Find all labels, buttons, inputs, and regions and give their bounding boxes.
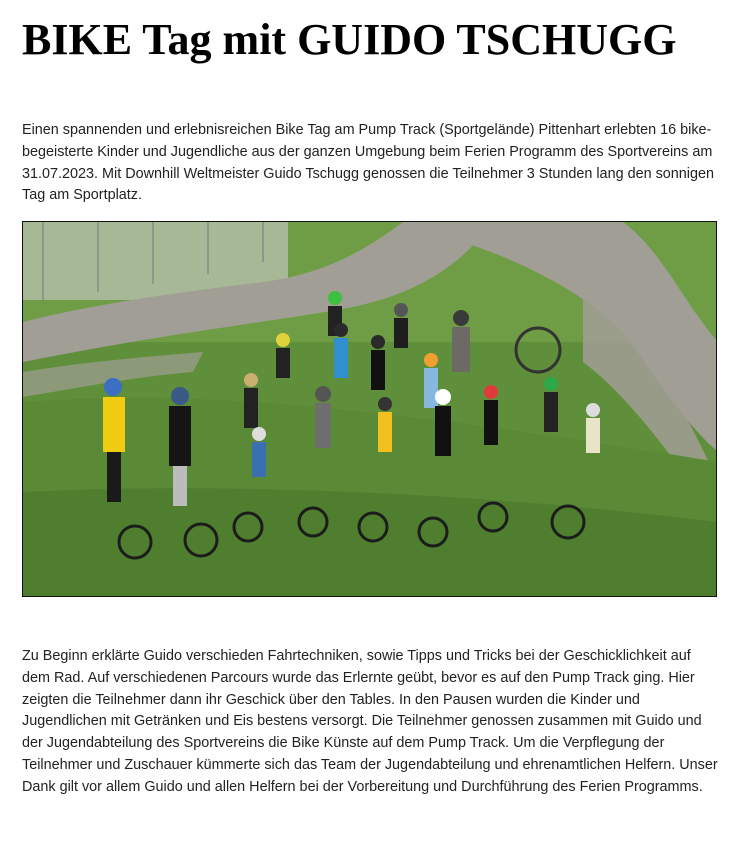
intro-paragraph: Einen spannenden und erlebnisreichen Bike Tag am Pump Track (Sportgelände) Pittenhart erlebten 16 bike-begeisterte Kinder und Jugendliche aus der ganzen Umgebung beim Ferien Programm des Sportvereins am 31.07.2023. Mit Downhill Weltmeister Guido Tschugg genossen die Teilnehmer 3 Stunden lang den sonnigen Tag am Sportplatz.	[22, 122, 714, 204]
photo-illustration	[23, 222, 717, 597]
body-paragraph: Zu Beginn erklärte Guido verschieden Fahrtechniken, sowie Tipps und Tricks bei der Geschicklichkeit auf dem Rad. Auf verschiedenen Parcours wurde das Erlernte geübt, bevor es auf den Pump Track ging. Hier zeigten die Teilnehmer dann ihr Geschick über den Tables. In den Pausen wurden die Kinder und Jugendlichen mit Getränken und Eis bestens versorgt. Die Teilnehmer genossen zusammen mit Guido und der Jugendabteilung des Sportvereins die Bike Künste auf dem Pump Track. Um die Verpflegung der Teilnehmer und Zuschauer kümmerte sich das Team der Jugendabteilung und ehrenamtlichen Helfern. Unser Dank gilt vor allem Guido und allen Helfern bei der Vorbereitung und Durchführung des Ferien Programms.	[22, 648, 718, 795]
article-title: BIKE Tag mit GUIDO TSCHUGG	[22, 15, 677, 64]
group-photo	[22, 221, 717, 597]
